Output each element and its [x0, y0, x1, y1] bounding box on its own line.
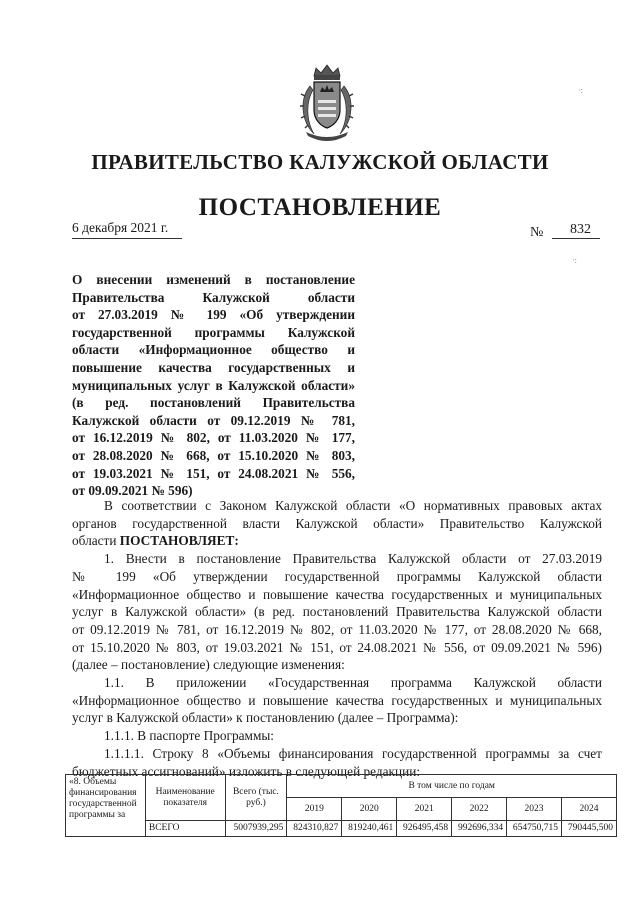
scan-mark: ·:: [578, 86, 583, 95]
body-line: 1.1.1. В паспорте Программы:: [104, 728, 274, 744]
subject-line: Правительства Калужской области: [72, 289, 355, 305]
subject-line: Калужской области от 09.12.2019 № 781,: [72, 412, 355, 428]
subject-line: повышение качества государственных и: [72, 359, 355, 375]
scan-mark: ·:: [572, 256, 577, 265]
table-cell: ВСЕГО: [145, 821, 225, 837]
subject-line: от 16.12.2019 № 802, от 11.03.2020 № 177,: [72, 430, 355, 446]
body-line: «Информационное общество и повышение качества государственных и муниципальных: [72, 586, 602, 602]
body-line: от 09.12.2019 № 781, от 16.12.2019 № 802, от 11.03.2020 № 177, от 28.08.2020 № 668,: [72, 621, 602, 637]
table-year-cell: 2024: [562, 798, 617, 821]
subject-block: [72, 271, 355, 500]
document-date: 6 декабря 2021 г.: [72, 220, 182, 239]
table-cell: 790445,500: [562, 821, 617, 837]
government-title: ПРАВИТЕЛЬСТВО КАЛУЖСКОЙ ОБЛАСТИ: [91, 150, 549, 174]
table-year-cell: 2021: [397, 798, 452, 821]
number-value: 832: [570, 222, 591, 237]
table-header-cell: Всего (тыс. руб.): [225, 775, 287, 821]
document-body: [72, 497, 602, 780]
table-year-cell: 2019: [287, 798, 342, 821]
document-type-title: ПОСТАНОВЛЕНИЕ: [198, 194, 442, 221]
body-line: от 15.10.2020 № 803, от 19.03.2021 № 151, от 24.08.2021 № 556, от 09.09.2021 № 596): [72, 639, 602, 655]
number-sign: №: [530, 225, 544, 240]
financing-table: [65, 774, 617, 837]
table-cell: 5007939,295: [225, 821, 287, 837]
table-header-cell: «8. Объемы финансирования государственной программы за: [66, 775, 146, 837]
body-line: 1.1. В приложении «Государственная программа Калужской области: [104, 675, 602, 691]
body-line: органов государственной власти Калужской области» Правительство Калужской: [72, 515, 602, 531]
subject-line: государственной программы Калужской: [72, 324, 355, 340]
table-year-cell: 2022: [452, 798, 507, 821]
decree-keyword: ПОСТАНОВЛЯЕТ: [119, 533, 235, 549]
subject-line: от 28.08.2020 № 668, от 15.10.2020 № 803,: [72, 447, 355, 463]
subject-line: от 09.09.2021 № 596): [72, 483, 193, 499]
table-header-cell: Наименование показателя: [145, 775, 225, 821]
body-line: услуг в Калужской области» к постановлению (далее – Программа):: [72, 710, 459, 726]
table-row: [66, 821, 617, 837]
table-cell: 819240,461: [342, 821, 397, 837]
body-line: 1.1.1.1. Строку 8 «Объемы финансирования государственной программы за счет: [104, 745, 602, 761]
table-cell: 824310,827: [287, 821, 342, 837]
subject-line: от 19.03.2021 № 151, от 24.08.2021 № 556,: [72, 465, 355, 481]
body-line: 1. Внести в постановление Правительства Калужской области от 27.03.2019: [104, 551, 602, 567]
body-line: услуг в Калужской области» (в ред. постановлений Правительства Калужской области: [72, 604, 602, 620]
coat-of-arms-emblem: [296, 62, 358, 142]
body-line: области ПОСТАНОВЛЯЕТ:: [72, 533, 239, 549]
body-line: В соответствии с Законом Калужской области «О нормативных правовых актах: [104, 498, 602, 513]
body-line: «Информационное общество и повышение качества государственных и муниципальных: [72, 692, 602, 708]
table-cell: 992696,334: [452, 821, 507, 837]
table-header-cell: В том числе по годам: [287, 775, 617, 798]
subject-line: муниципальных услуг в Калужской области»: [72, 377, 355, 393]
body-line: бюджетных ассигнований» изложить в следующей редакции:: [72, 763, 421, 779]
body-line: (далее – постановление) следующие изменения:: [72, 657, 345, 673]
body-line: № 199 «Об утверждении государственной программы Калужской области: [72, 568, 602, 584]
table-year-cell: 2020: [342, 798, 397, 821]
table-cell: 654750,715: [507, 821, 562, 837]
table-header-row: [66, 775, 617, 798]
subject-line: от 27.03.2019 № 199 «Об утверждении: [72, 307, 355, 323]
number-underline: [552, 238, 600, 239]
table-year-cell: 2023: [507, 798, 562, 821]
document-number: [530, 222, 600, 240]
subject-line: области «Информационное общество и: [72, 342, 355, 358]
subject-line: (в ред. постановлений Правительства: [72, 395, 355, 411]
subject-line: О внесении изменений в постановление: [72, 272, 355, 287]
table-cell: 926495,458: [397, 821, 452, 837]
